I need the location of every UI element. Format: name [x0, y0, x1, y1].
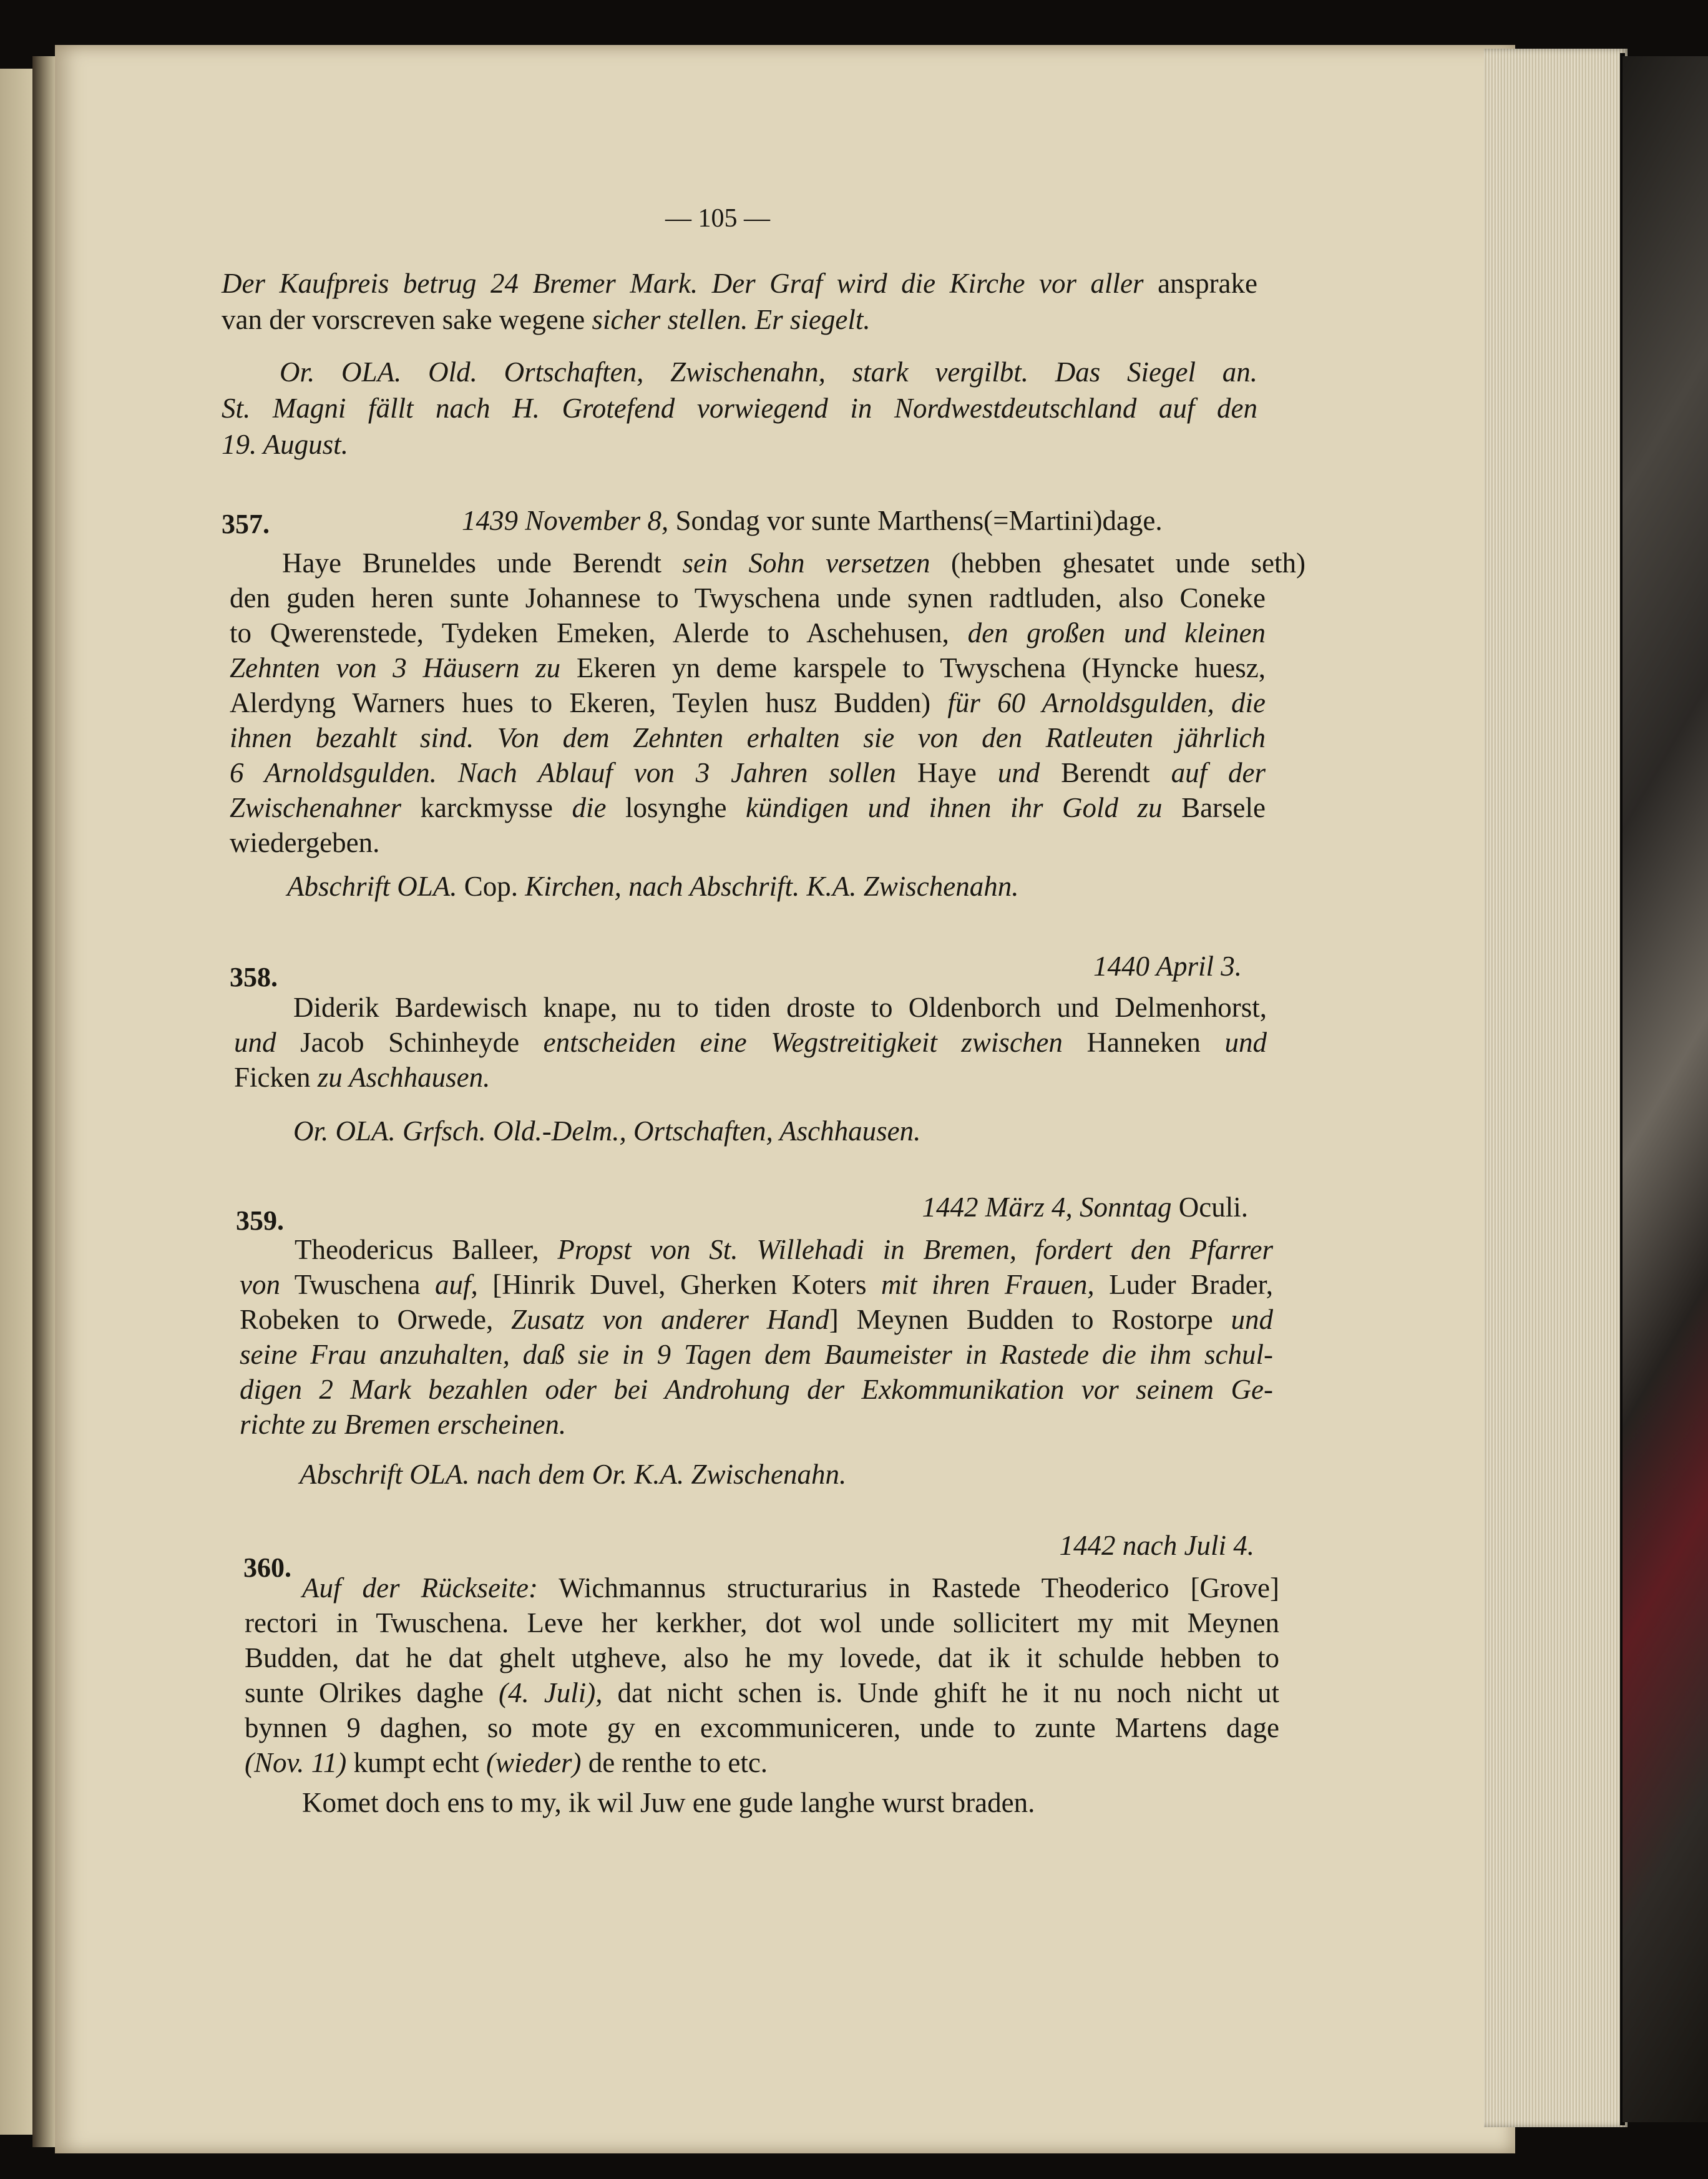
italic-segment: kündigen und ihnen ihr Gold zu — [746, 792, 1163, 823]
text-line — [222, 427, 348, 462]
italic-segment: Zehnten von 3 Häusern zu — [230, 652, 561, 683]
entry-number: 359. — [236, 1205, 284, 1236]
entry-date — [842, 1190, 1248, 1225]
roman-segment: bynnen 9 daghen, so mote gy en excommuniceren, unde to zunte Martens dage — [245, 1712, 1279, 1743]
roman-segment: sunte Olrikes daghe — [245, 1677, 499, 1708]
text-line — [293, 990, 1267, 1025]
roman-segment: dat nicht schen is. Unde ghift he it nu noch nicht ut — [602, 1677, 1279, 1708]
text-line — [230, 685, 1266, 720]
italic-segment: Auf der Rückseite: — [302, 1572, 538, 1604]
entry-date — [462, 503, 1163, 538]
roman-segment: Wichmannus structurarius in Rastede Theoderico [Grove] — [537, 1572, 1280, 1604]
italic-segment: und — [1224, 1027, 1267, 1058]
text-line — [230, 825, 379, 860]
text-line — [245, 1605, 1279, 1640]
text-line — [230, 755, 1266, 790]
italic-segment: Abschrift OLA. nach dem Or. K.A. Zwischenahn. — [300, 1459, 847, 1490]
italic-segment: sein Sohn versetzen — [682, 547, 930, 579]
roman-segment: de renthe to etc. — [581, 1747, 768, 1778]
italic-segment: und — [1231, 1304, 1274, 1335]
italic-segment: auf, — [435, 1269, 478, 1300]
entry-number: 360. — [243, 1552, 291, 1583]
roman-segment: karckmysse — [401, 792, 572, 823]
italic-segment: Propst von St. Willehadi in Bremen, fordert den Pfarrer — [557, 1234, 1274, 1265]
text-line — [230, 580, 1266, 615]
text-line — [240, 1302, 1273, 1337]
italic-segment: (4. Juli), — [499, 1677, 603, 1708]
roman-segment: Berendt — [1040, 757, 1171, 788]
italic-segment: den großen und kleinen — [967, 617, 1266, 649]
italic-segment: Der Kaufpreis betrug 24 Bremer Mark. Der Graf wird die Kirche vor aller — [222, 268, 1144, 299]
text-line — [245, 1745, 768, 1780]
text-line — [295, 1232, 1273, 1267]
roman-segment: ] Meynen Budden to Rostorpe — [829, 1304, 1231, 1335]
italic-segment: Or. OLA. Old. Ortschaften, Zwischenahn, stark vergilbt. Das Siegel an. — [280, 356, 1257, 388]
roman-segment: Robeken to Orwede, — [240, 1304, 511, 1335]
italic-segment: von — [240, 1269, 280, 1300]
roman-segment: Oculi. — [1171, 1192, 1248, 1223]
roman-segment: wiedergeben. — [230, 827, 380, 858]
roman-segment: Theodericus Balleer, — [295, 1234, 558, 1265]
italic-segment: 1442 März 4, Sonntag — [922, 1192, 1172, 1223]
source-note — [300, 1457, 846, 1492]
italic-segment: Zusatz von anderer Hand — [511, 1304, 829, 1335]
roman-segment: Haye — [895, 757, 998, 788]
text-line — [240, 1267, 1273, 1302]
entry-date — [967, 1528, 1254, 1563]
roman-segment: to Qwerenstede, Tydeken Emeken, Alerde to Aschehusen, — [230, 617, 968, 649]
roman-segment: ansprake — [1143, 268, 1257, 299]
text-line — [222, 302, 871, 337]
italic-segment: die — [572, 792, 607, 823]
text-line — [282, 546, 1305, 580]
roman-segment: Jacob Schinheyde — [276, 1027, 544, 1058]
text-line — [302, 1570, 1279, 1605]
roman-segment: Ficken — [234, 1062, 318, 1093]
italic-segment: Kirchen, nach Abschrift. K.A. Zwischenahn. — [525, 871, 1019, 902]
roman-segment: Twuschena — [280, 1269, 436, 1300]
text-line — [222, 391, 1257, 426]
entry-number: 357. — [222, 509, 270, 539]
roman-segment: den guden heren sunte Johannese to Twyschena unde synen radtluden, also Coneke — [230, 582, 1266, 614]
roman-segment: Hanneken — [1062, 1027, 1225, 1058]
roman-segment: Cop. — [457, 871, 525, 902]
italic-segment: und — [234, 1027, 276, 1058]
italic-segment: seine Frau anzuhalten, daß sie in 9 Tagen dem Baumeister in Rastede die ihm schul- — [240, 1339, 1273, 1370]
roman-segment: Luder Brader, — [1094, 1269, 1274, 1300]
italic-segment: 1440 April 3. — [1093, 951, 1242, 982]
italic-segment: (wieder) — [486, 1747, 582, 1778]
roman-segment: Sondag vor sunte Marthens(=Martini)dage. — [668, 505, 1163, 536]
roman-segment: Komet doch ens to my, ik wil Juw ene gude langhe wurst braden. — [302, 1787, 1035, 1818]
text-line — [302, 1785, 1035, 1820]
entry-date — [998, 949, 1242, 984]
source-note — [287, 869, 1019, 904]
italic-segment: sicher stellen. Er siegelt. — [592, 304, 871, 335]
roman-segment: Alerdyng Warners hues to Ekeren, Teylen husz Budden) — [230, 687, 948, 718]
text-line — [230, 650, 1266, 685]
page-number: — 105 — — [665, 204, 770, 233]
italic-segment: ihnen bezahlt sind. Von dem Zehnten erhalten sie von den Ratleuten jährlich — [230, 722, 1266, 753]
roman-segment: Haye Bruneldes unde Berendt — [282, 547, 683, 579]
roman-segment: rectori in Twuschena. Leve her kerkher, dot wol unde sollicitert my mit Meynen — [245, 1607, 1279, 1638]
text-line — [245, 1640, 1279, 1675]
italic-segment: und — [997, 757, 1040, 788]
text-line — [240, 1337, 1273, 1372]
roman-segment: van der vorscreven sake wegene — [222, 304, 592, 335]
italic-segment: mit ihren Frauen, — [881, 1269, 1095, 1300]
roman-segment: Barsele — [1162, 792, 1266, 823]
italic-segment: Zwischenahner — [230, 792, 401, 823]
text-line — [240, 1407, 566, 1442]
italic-segment: richte zu Bremen erscheinen. — [240, 1409, 567, 1440]
roman-segment: (hebben ghesatet unde seth) — [930, 547, 1305, 579]
entry-number: 358. — [230, 962, 278, 992]
italic-segment: digen 2 Mark bezahlen oder bei Androhung der Exkommunikation vor seinem Ge- — [240, 1374, 1273, 1405]
text-line — [245, 1675, 1279, 1710]
source-note — [293, 1114, 920, 1148]
roman-segment: [Hinrik Duvel, Gherken Koters — [477, 1269, 882, 1300]
italic-segment: Abschrift OLA. — [287, 871, 457, 902]
text-line — [280, 355, 1257, 389]
text-line — [230, 790, 1266, 825]
italic-segment: für 60 Arnoldsgulden, die — [947, 687, 1266, 718]
roman-segment: Budden, dat he dat ghelt utgheve, also he my lovede, dat ik it schulde hebben to — [245, 1642, 1279, 1673]
roman-segment: Diderik Bardewisch knape, nu to tiden droste to Oldenborch und Delmenhorst, — [293, 992, 1267, 1023]
text-line — [230, 615, 1266, 650]
text-line — [240, 1372, 1273, 1407]
italic-segment: auf der — [1171, 757, 1266, 788]
italic-segment: entscheiden eine Wegstreitigkeit zwischen — [543, 1027, 1063, 1058]
text-line — [234, 1025, 1267, 1060]
italic-segment: St. Magni fällt nach H. Grotefend vorwiegend in Nordwestdeutschland auf den — [222, 393, 1257, 424]
italic-segment: 1439 November 8, — [462, 505, 669, 536]
text-line — [222, 266, 1257, 301]
italic-segment: 6 Arnoldsgulden. Nach Ablauf von 3 Jahren sollen — [230, 757, 896, 788]
text-line — [234, 1060, 490, 1095]
italic-segment: 19. August. — [222, 429, 348, 460]
italic-segment: (Nov. 11) — [245, 1747, 347, 1778]
italic-segment: zu Aschhausen. — [317, 1062, 490, 1093]
roman-segment: Ekeren yn deme karspele to Twyschena (Hyncke huesz, — [560, 652, 1266, 683]
italic-segment: Or. OLA. Grfsch. Old.-Delm., Ortschaften, Aschhausen. — [293, 1115, 921, 1147]
italic-segment: 1442 nach Juli 4. — [1059, 1530, 1254, 1561]
roman-segment: losynghe — [606, 792, 746, 823]
text-line — [245, 1710, 1279, 1745]
roman-segment: kumpt echt — [346, 1747, 486, 1778]
text-line — [230, 720, 1266, 755]
